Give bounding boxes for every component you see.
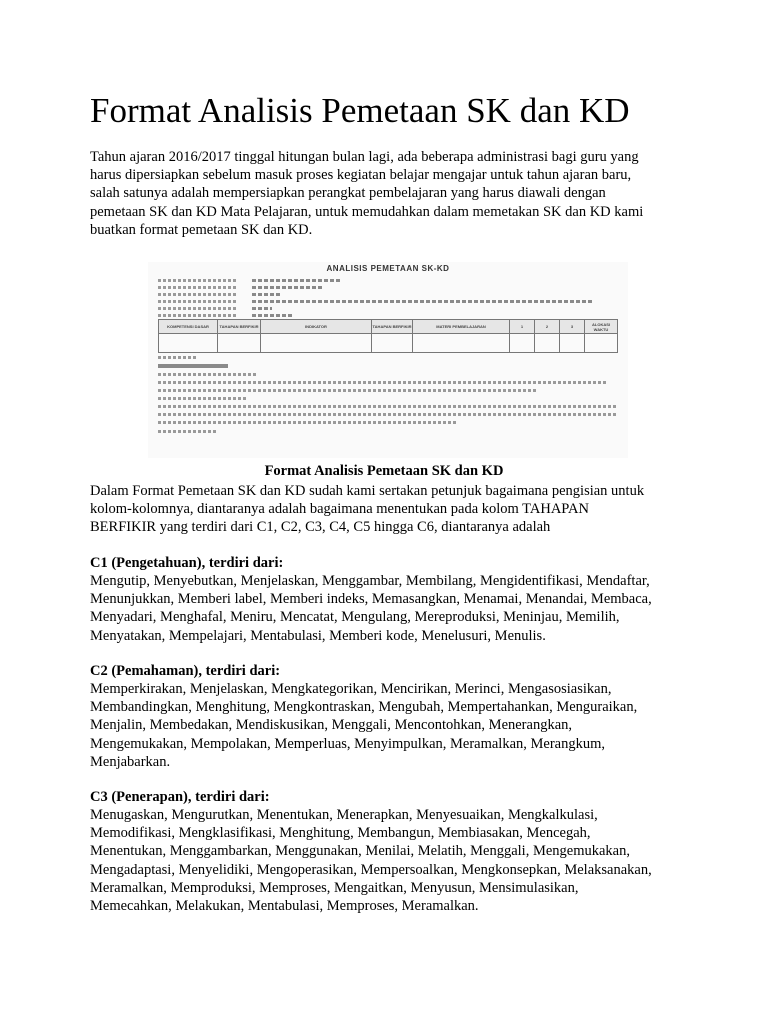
section-line: Mengutip, Menyebutkan, Menjelaskan, Menggambar, Membilang, Mengidentifikasi, Mendaftar, (90, 573, 650, 589)
section-line: Mengemukakan, Mempolakan, Memperluas, Menyimpulkan, Meramalkan, Merangkum, (90, 735, 606, 752)
section-line: Menentukan, Menggambarkan, Menggunakan, Menilai, Melatih, Menggali, Mengemukakan, (90, 843, 630, 860)
section-line: Menjalin, Membedakan, Mendiskusikan, Menggali, Mencontohkan, Menerangkan, (90, 717, 573, 734)
figure-col: ALOKASI WAKTU (585, 320, 618, 334)
format-figure-image (148, 262, 628, 458)
section-line: Memperkirakan, Menjelaskan, Mengkategorikan, Mencirikan, Merinci, Mengasosiasikan, (90, 681, 612, 697)
body-line: kolom-kolomnya, diantaranya adalah bagaimana menentukan pada kolom TAHAPAN (90, 501, 589, 518)
section-text (90, 680, 710, 771)
section-c2 (90, 662, 710, 771)
page-title: Format Analisis Pemetaan SK dan KD (90, 91, 630, 130)
figure-col: MATERI PEMBELAJARAN (413, 320, 510, 334)
figure-table-header (159, 320, 618, 334)
figure-id-row (158, 299, 618, 305)
section-line: Menyatakan, Mempelajari, Mentabulasi, Memberi kode, Menelusuri, Menulis. (90, 627, 546, 644)
figure-caption: Format Analisis Pemetaan SK dan KD (264, 463, 504, 479)
figure-col: 2 (535, 320, 560, 334)
figure-col: TAHAPAN BERFIKIR (372, 320, 413, 334)
figure-table-row (159, 334, 618, 353)
section-line: Mengadaptasi, Menyelidiki, Mengoperasikan, Mempersoalkan, Mengkonsepkan, Melaksanakan, (90, 861, 652, 878)
figure-id-row (158, 285, 618, 291)
body-paragraph (90, 482, 690, 537)
intro-line: pemetaan SK dan KD Mata Pelajaran, untuk memudahkan dalam memetakan SK dan KD kami (90, 203, 644, 220)
section-line: Memodifikasi, Mengklasifikasi, Menghitung, Membangun, Membiasakan, Mencegah, (90, 825, 591, 842)
intro-line: Tahun ajaran 2016/2017 tinggal hitungan bulan lagi, ada beberapa administrasi bagi guru yang (90, 149, 639, 165)
figure-col: 1 (510, 320, 535, 334)
section-line: Menjabarkan. (90, 753, 171, 770)
figure-col: TAHAPAN BERFIKIR (218, 320, 261, 334)
intro-line: buatkan format pemetaan SK dan KD. (90, 221, 313, 238)
section-line: Memecahkan, Melakukan, Mentabulasi, Memproses, Meramalkan. (90, 898, 479, 915)
body-line: Dalam Format Pemetaan SK dan KD sudah kami sertakan petunjuk bagaimana pengisian untuk (90, 483, 645, 499)
figure-col: 3 (560, 320, 585, 334)
section-text (90, 572, 710, 645)
section-text (90, 806, 710, 915)
figure-id-row (158, 292, 618, 298)
section-line: Menunjukkan, Memberi label, Memberi indeks, Memasangkan, Menamai, Menandai, Membaca, (90, 591, 652, 608)
section-c1 (90, 554, 710, 645)
section-line: Membandingkan, Menghitung, Mengkontraskan, Mengubah, Mempertahankan, Menguraikan, (90, 699, 638, 716)
intro-line: harus dipersiapkan sebelum masuk proses kegiatan belajar mengajar untuk tahun ajaran baru, (90, 167, 632, 184)
section-line: Menyadari, Menghafal, Meniru, Mencatat, Mengulang, Mereproduksi, Meninjau, Memilih, (90, 609, 620, 626)
intro-line: salah satunya adalah mempersiapkan perangkat pembelajaran yang harus diawali dengan (90, 185, 606, 202)
section-heading: C3 (Penerapan), terdiri dari: (90, 789, 270, 805)
figure-identity-rows (158, 278, 618, 320)
figure-col: INDIKATOR (261, 320, 372, 334)
section-line: Menugaskan, Mengurutkan, Menentukan, Menerapkan, Menyesuaikan, Mengkalkulasi, (90, 807, 598, 823)
figure-title: ANALISIS PEMETAAN SK-KD (326, 264, 450, 273)
intro-paragraph (90, 148, 690, 239)
body-line: BERFIKIR yang terdiri dari C1, C2, C3, C4, C5 hingga C6, diantaranya adalah (90, 519, 551, 536)
section-heading: C2 (Pemahaman), terdiri dari: (90, 663, 281, 679)
figure-notes (158, 356, 618, 438)
section-heading: C1 (Pengetahuan), terdiri dari: (90, 555, 284, 571)
section-line: Meramalkan, Memproduksi, Memproses, Mengaitkan, Menyusun, Mensimulasikan, (90, 879, 579, 896)
figure-id-row (158, 306, 618, 312)
figure-col: KOMPETENSI DASAR (159, 320, 218, 334)
figure-id-row (158, 278, 618, 284)
section-c3 (90, 788, 710, 915)
figure-table (158, 319, 618, 353)
